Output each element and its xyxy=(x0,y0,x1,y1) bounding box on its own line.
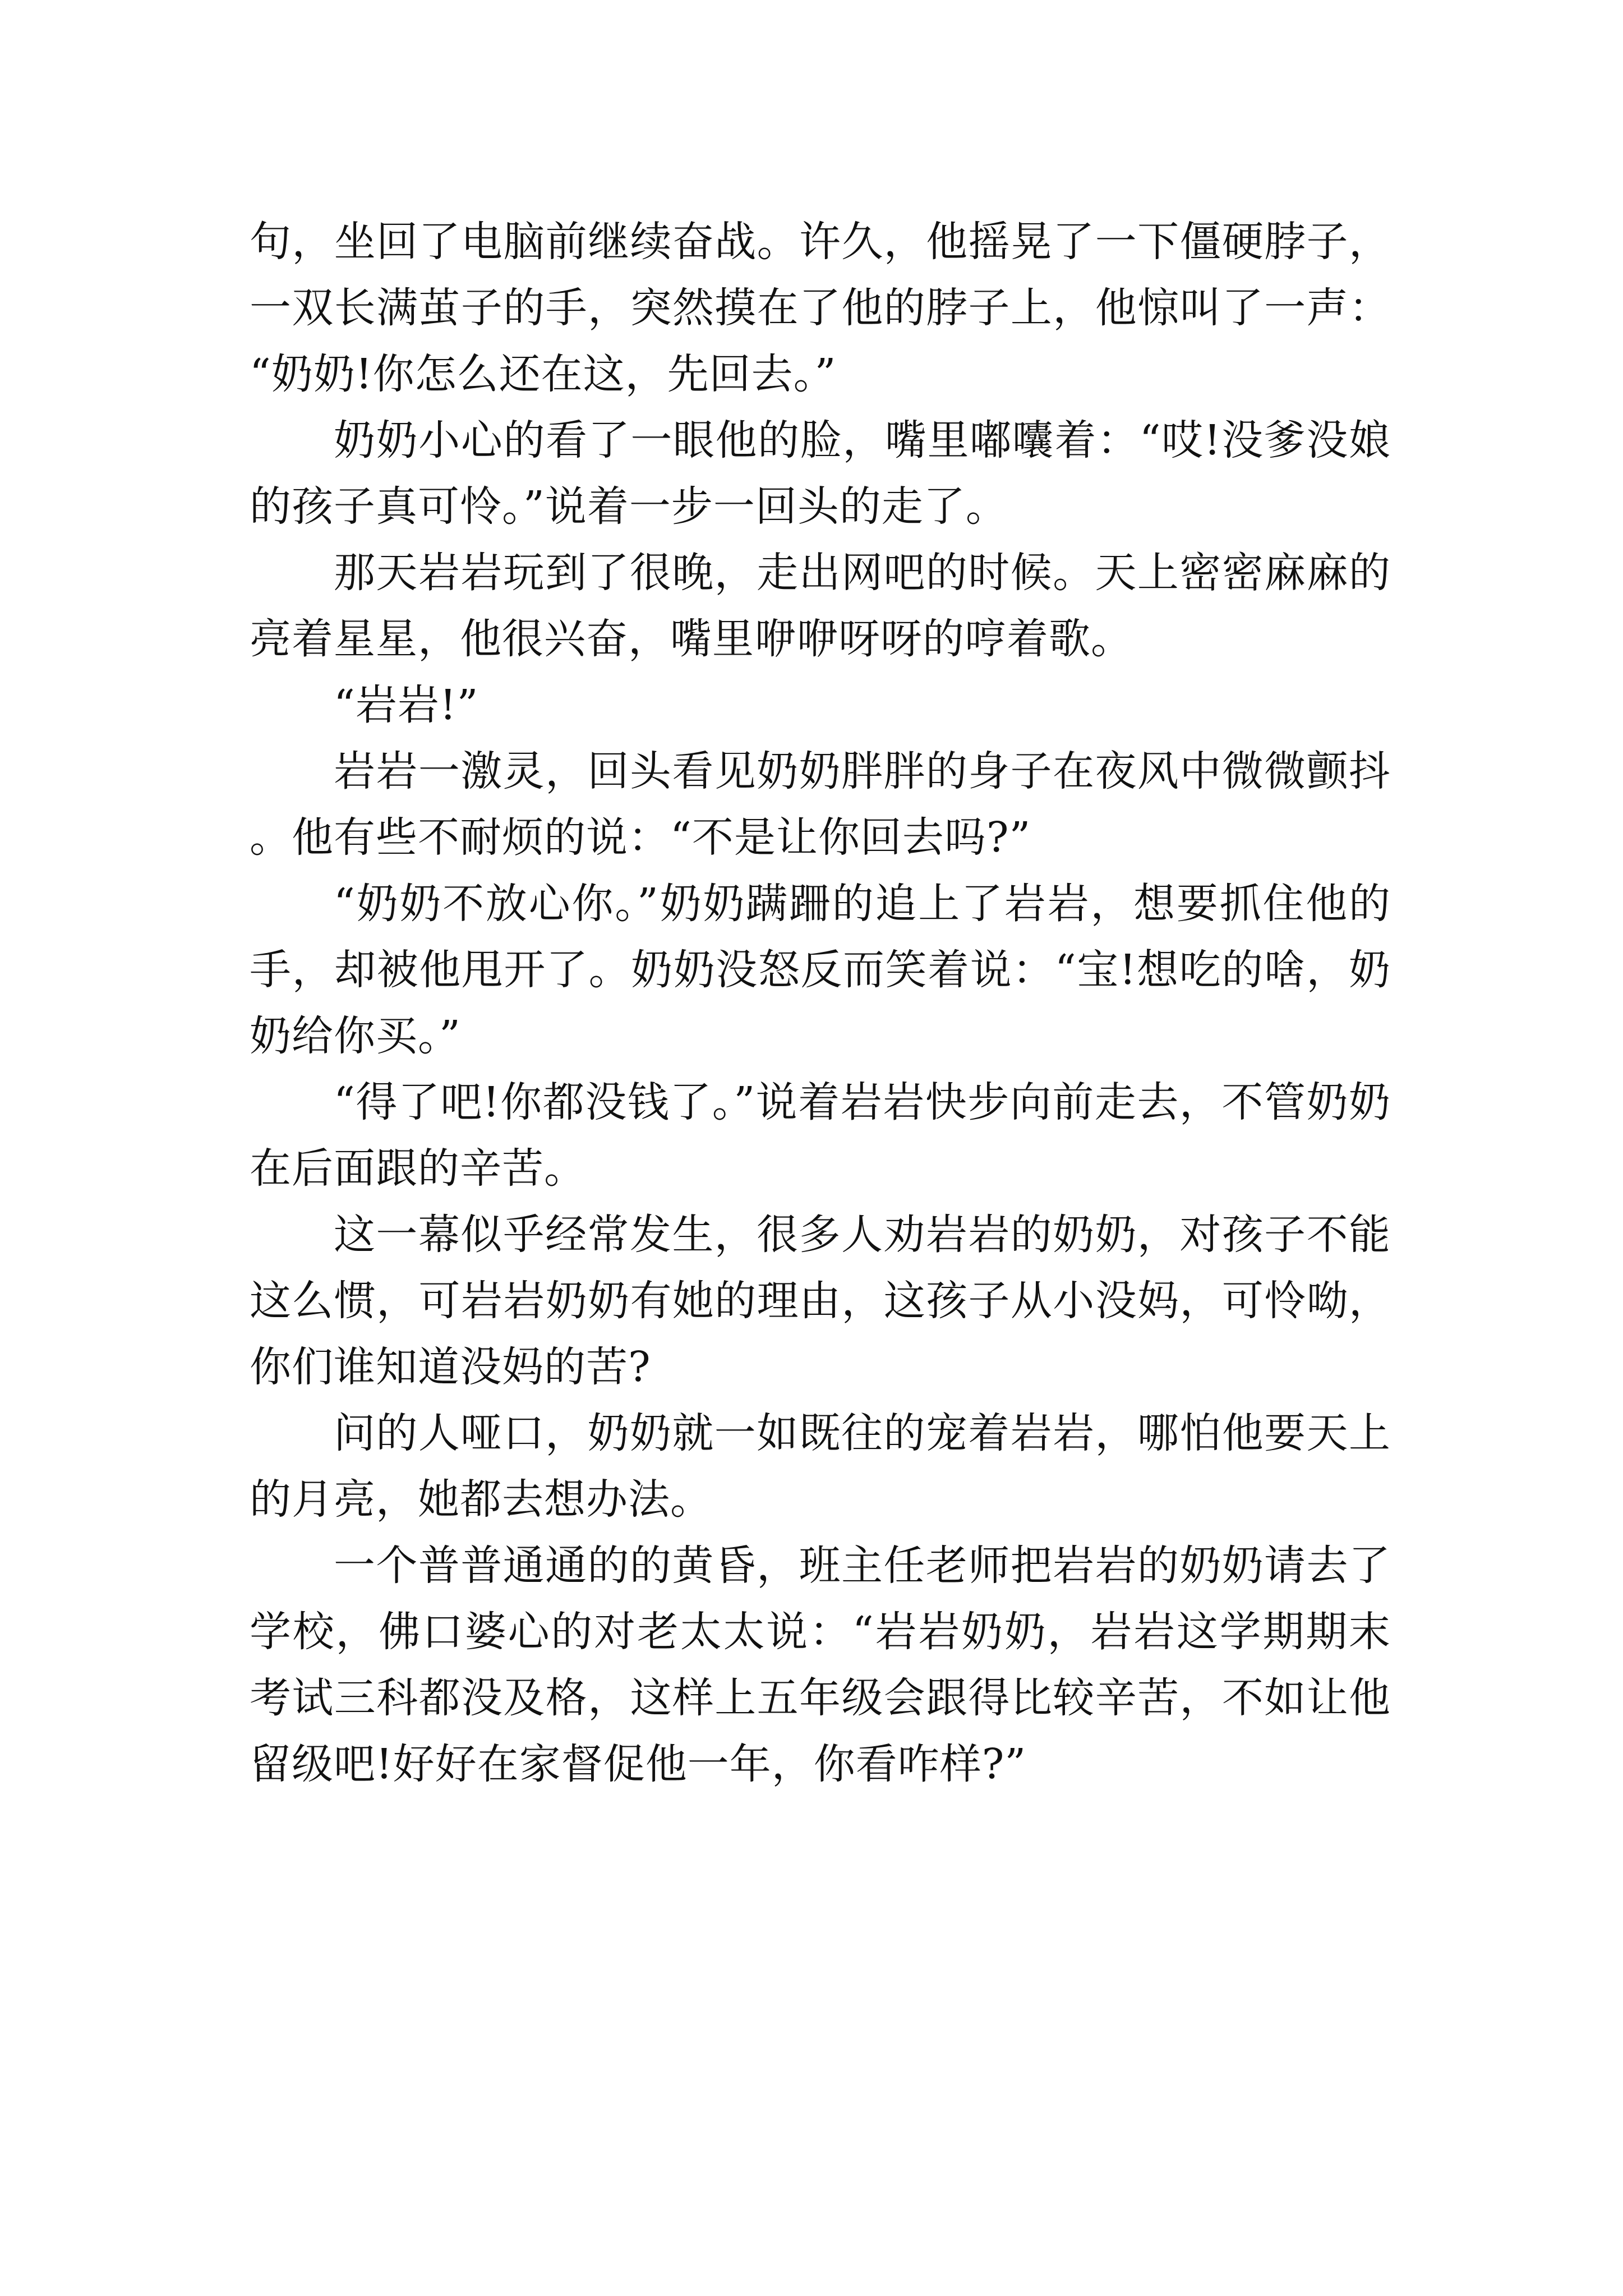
paragraph-7: “得了吧!你都没钱了。”说着岩岩快步向前走去，不管奶奶在后面跟的辛苦。 xyxy=(250,1078,1391,1193)
paragraph-6: “奶奶不放心你。”奶奶蹒跚的追上了岩岩，想要抓住他的手，却被他甩开了。奶奶没怒反而笑着说：“宝!想吃的啥，奶奶给你买。” xyxy=(250,880,1391,1060)
paragraph-2: 奶奶小心的看了一眼他的脸，嘴里嘟囔着：“哎!没爹没娘的孩子真可怜。”说着一步一回头的走了。 xyxy=(250,416,1391,531)
paragraph-8: 这一幕似乎经常发生，很多人劝岩岩的奶奶，对孩子不能这么惯，可岩岩奶奶有她的理由，这孩子从小没妈，可怜呦，你们谁知道没妈的苦? xyxy=(250,1211,1391,1391)
paragraph-9: 问的人哑口，奶奶就一如既往的宠着岩岩，哪怕他要天上的月亮，她都去想办法。 xyxy=(250,1409,1391,1524)
paragraph-4: “岩岩!” xyxy=(334,681,479,729)
paragraph-1: 句，坐回了电脑前继续奋战。许久，他摇晃了一下僵硬脖子，一双长满茧子的手，突然摸在了他的脖子上，他惊叫了一声：“奶奶!你怎么还在这，先回去。” xyxy=(250,218,1391,398)
paragraph-3: 那天岩岩玩到了很晚，走出网吧的时候。天上密密麻麻的亮着星星，他很兴奋，嘴里咿咿呀呀的哼着歌。 xyxy=(250,549,1391,663)
paragraph-10: 一个普普通通的的黄昏，班主任老师把岩岩的奶奶请去了学校，佛口婆心的对老太太说：“岩岩奶奶，岩岩这学期期末考试三科都没及格，这样上五年级会跟得比较辛苦，不如让他留级吧!好好在家督促他一年，你看咋样?” xyxy=(250,1542,1391,1788)
paragraph-5: 岩岩一激灵，回头看见奶奶胖胖的身子在夜风中微微颤抖。他有些不耐烦的说：“不是让你回去吗?” xyxy=(250,747,1391,862)
story-text xyxy=(250,209,1391,1797)
